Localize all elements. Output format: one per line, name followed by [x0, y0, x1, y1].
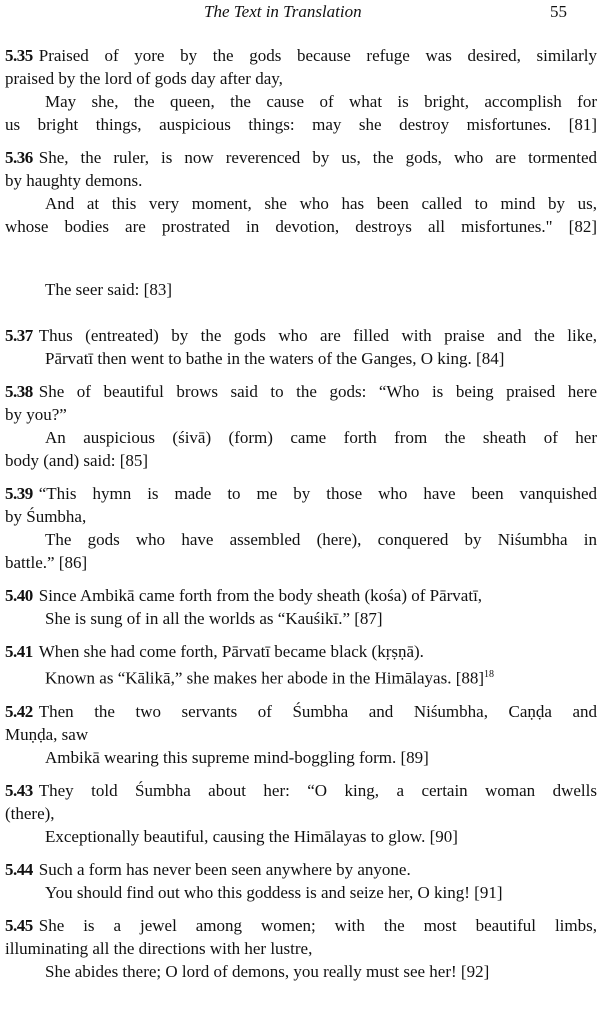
verse-line: Muṇḍa, saw: [5, 724, 89, 744]
verse-5-35: [5, 44, 597, 136]
verse-5-44: [5, 858, 597, 904]
verse-number: 5.36: [5, 148, 33, 167]
footnote-ref: 18: [484, 669, 495, 680]
verse-line: Exceptionally beautiful, causing the Himālayas to glow. [90]: [45, 826, 458, 846]
verse-line: An auspicious (śivā) (form) came forth from the sheath of her: [45, 428, 597, 447]
verse-5-36: [5, 146, 597, 238]
page-body: [5, 44, 597, 993]
verse-line: illuminating all the directions with her lustre,: [5, 938, 313, 958]
verse-number: 5.45: [5, 915, 33, 935]
verse-number: 5.40: [5, 586, 33, 605]
verse-line: praised by the lord of gods day after day,: [5, 69, 283, 88]
verse-line: You should find out who this goddess is and seize her, O king! [91]: [45, 882, 503, 902]
page-header: [0, 2, 600, 24]
running-title: The Text in Translation: [204, 2, 362, 21]
verse-5-45: [5, 914, 597, 983]
verse-number: 5.41: [5, 642, 33, 661]
verse-5-40: [5, 584, 597, 630]
verse-number: 5.38: [5, 382, 33, 401]
verse-line: Ambikā wearing this supreme mind-boggling form. [89]: [45, 747, 429, 767]
verse-number: 5.44: [5, 859, 33, 879]
verse-line: Thus (entreated) by the gods who are filled with praise and the like,: [38, 326, 597, 345]
verse-line: Then the two servants of Śumbha and Niśumbha, Caṇḍa and: [38, 701, 597, 721]
verse-line: They told Śumbha about her: “O king, a certain woman dwells: [38, 780, 597, 800]
verse-line: whose bodies are prostrated in devotion, destroys all misfortunes." [82]: [5, 217, 597, 236]
verse-5-41: [5, 640, 597, 690]
verse-line: by haughty demons.: [5, 171, 143, 190]
verse-line: She is sung of in all the worlds as “Kauśikī.” [87]: [45, 609, 383, 628]
verse-line: us bright things, auspicious things: may she destroy misfortunes. [81]: [5, 115, 597, 134]
verse-line: Pārvatī then went to bathe in the waters of the Ganges, O king. [84]: [45, 349, 505, 368]
verse-line: by you?”: [5, 405, 67, 424]
verse-line: She of beautiful brows said to the gods: “Who is being praised here: [38, 382, 597, 401]
verse-line: She abides there; O lord of demons, you really must see her! [92]: [45, 961, 490, 981]
verse-line: She is a jewel among women; with the most beautiful limbs,: [38, 915, 597, 935]
verse-line: body (and) said: [85]: [5, 451, 149, 470]
verse-line: She, the ruler, is now reverenced by us, the gods, who are tormented: [38, 148, 597, 167]
verse-line: Praised of yore by the gods because refuge was desired, similarly: [38, 46, 597, 65]
verse-number: 5.39: [5, 484, 33, 503]
page-number: 55: [550, 2, 567, 21]
verse-5-38: [5, 380, 597, 472]
verse-5-43: [5, 779, 597, 848]
verse-line: battle.” [86]: [5, 553, 88, 572]
verse-line: When she had come forth, Pārvatī became black (kṛṣṇā).: [38, 642, 424, 661]
verse-number: 5.42: [5, 701, 33, 721]
verse-line: Since Ambikā came forth from the body sheath (kośa) of Pārvatī,: [38, 586, 483, 605]
verse-5-42: [5, 700, 597, 769]
verse-line: May she, the queen, the cause of what is bright, accomplish for: [45, 92, 597, 111]
verse-5-37: [5, 324, 597, 370]
seer-said: The seer said: [83]: [45, 280, 172, 299]
verse-number: 5.35: [5, 46, 33, 65]
verse-line: (there),: [5, 803, 55, 823]
verse-number: 5.37: [5, 326, 33, 345]
verse-line: The gods who have assembled (here), conquered by Niśumbha in: [45, 530, 597, 549]
verse-line: by Śumbha,: [5, 507, 87, 526]
verse-line: “This hymn is made to me by those who have been vanquished: [38, 484, 597, 503]
verse-5-39: [5, 482, 597, 574]
verse-line: Known as “Kālikā,” she makes her abode in the Himālayas. [88]: [45, 668, 485, 688]
verse-line: Such a form has never been seen anywhere by anyone.: [38, 859, 411, 879]
verse-number: 5.43: [5, 780, 33, 800]
verse-line: And at this very moment, she who has been called to mind by us,: [45, 194, 597, 213]
